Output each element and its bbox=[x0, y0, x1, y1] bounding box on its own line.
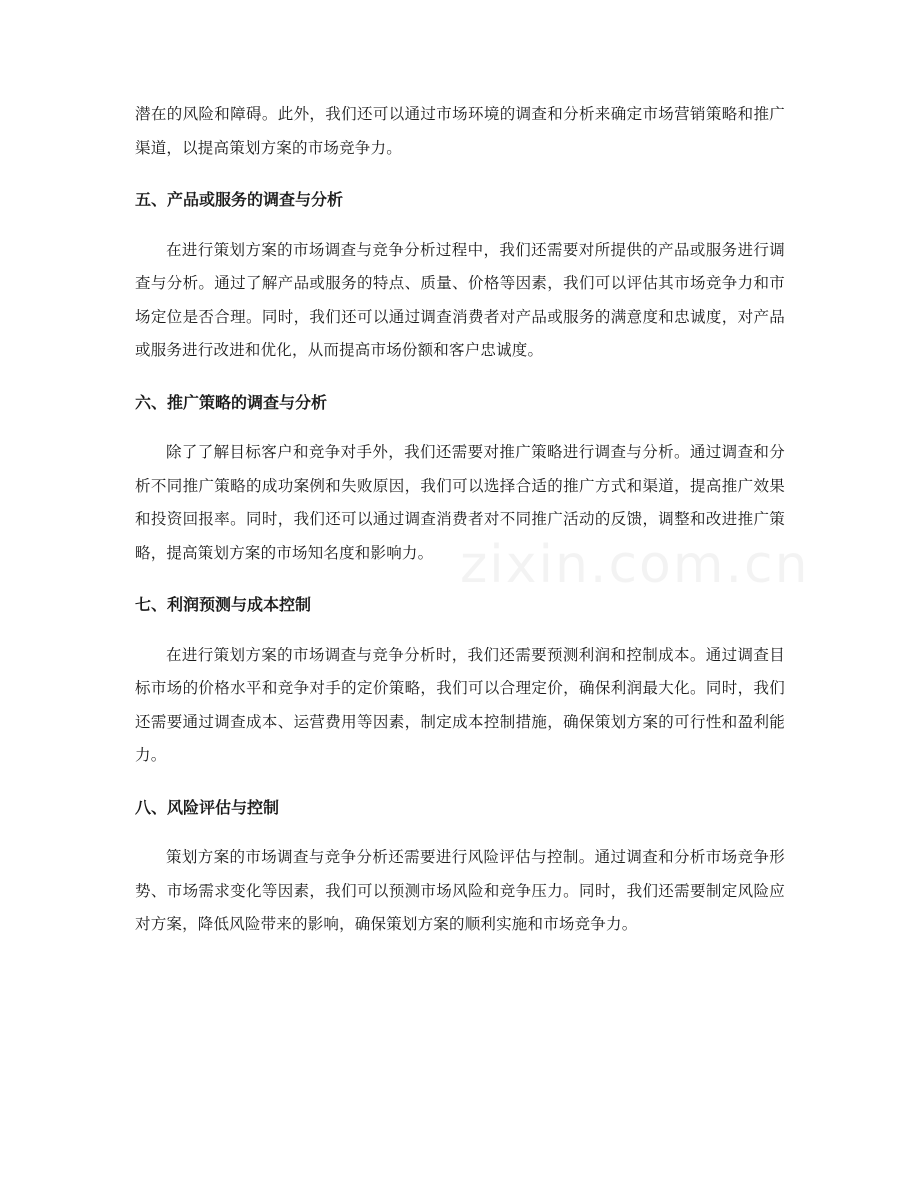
section-body-7: 在进行策划方案的市场调查与竞争分析时，我们还需要预测利润和控制成本。通过调查目标市场的价格水平和竞争对手的定价策略，我们可以合理定价，确保利润最大化。同时，我们还需要通过调查成本、运营费用等因素，制定成本控制措施，确保策划方案的可行性和盈利能力。 bbox=[135, 645, 785, 764]
section-heading-7: 七、利润预测与成本控制 bbox=[135, 595, 312, 614]
section-heading-8: 八、风险评估与控制 bbox=[135, 797, 280, 817]
section-body-6: 除了了解目标客户和竞争对手外，我们还需要对推广策略进行调查与分析。通过调查和分析不同推广策略的成功案例和失败原因，我们可以选择合适的推广方式和渠道，提高推广效果和投资回报率。同时，我们还可以通过调查消费者对不同推广活动的反馈，调整和改进推广策略，提高策划方案的市场知名度和影响力。 bbox=[135, 443, 785, 562]
section-heading-5: 五、产品或服务的调查与分析 bbox=[135, 190, 344, 209]
document-page bbox=[135, 98, 785, 942]
intro-paragraph: 潜在的风险和障碍。此外，我们还可以通过市场环境的调查和分析来确定市场营销策略和推广渠道，以提高策划方案的市场竞争力。 bbox=[135, 105, 785, 157]
section-body-5: 在进行策划方案的市场调查与竞争分析过程中，我们还需要对所提供的产品或服务进行调查与分析。通过了解产品或服务的特点、质量、价格等因素，我们可以评估其市场竞争力和市场定位是否合理。同时，我们还可以通过调查消费者对产品或服务的满意度和忠诚度，对产品或服务进行改进和优化，从而提高市场份额和客户忠诚度。 bbox=[135, 240, 785, 359]
section-heading-6: 六、推广策略的调查与分析 bbox=[135, 392, 328, 412]
section-body-8: 策划方案的市场调查与竞争分析还需要进行风险评估与控制。通过调查和分析市场竞争形势、市场需求变化等因素，我们可以预测市场风险和竞争压力。同时，我们还需要制定风险应对方案，降低风险带来的影响，确保策划方案的顺利实施和市场竞争力。 bbox=[135, 848, 785, 933]
